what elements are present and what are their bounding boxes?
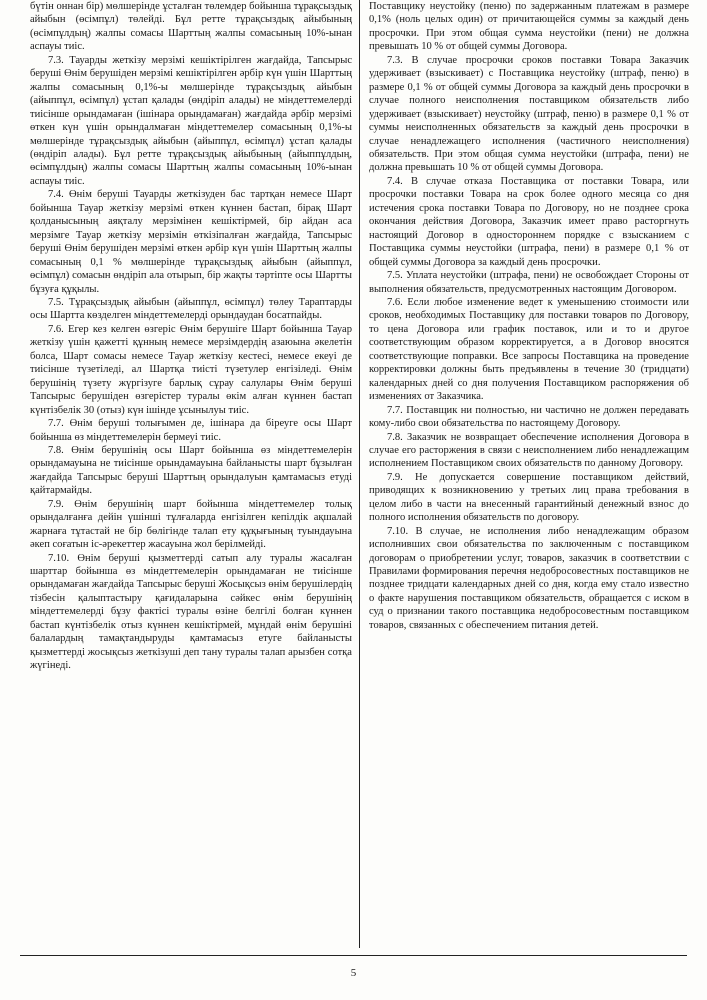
paragraph-7-6-ru: 7.6. Если любое изменение ведет к уменьшению стоимости или сроков, необходимых Поставщику для поставки товаров по Договору, то цена Договора или график поставок, или и то и другое соответствующим образом корректируется, а в Договор вносятся соответствующие поправки. Все запросы Поставщика на проведение корректировки должны быть предъявлены в течение 30 (тридцати) календарных дней со дня получения Поставщиком распоряжения об изменениях от Заказчика.	[369, 296, 689, 403]
paragraph-7-7-ru: 7.7. Поставщик ни полностью, ни частично не должен передавать кому-либо свои обязательства по настоящему Договору.	[369, 404, 689, 430]
paragraph-7-10-ru: 7.10. В случае, не исполнения либо ненадлежащим образом исполнивших свои обязательства по заключенным с поставщиком договорам о приобретении услуг, товаров, заказчик в соответствии с Правилами формирования перечня недобросовестных поставщиков не позднее тридцати календарных дней со дня, когда ему стало известно о факте нарушения поставщиком обязательств, обращается с иском в суд о признании такого поставщика недобросовестным поставщиком товаров, связанных с обеспечением питания детей.	[369, 525, 689, 631]
paragraph-7-10-kz: 7.10. Өнім беруші қызметтерді сатып алу туралы жасалған шарттар бойынша өз міндеттемелерін орындамаған не тиісінше орындамаған жағдайда Тапсырыс беруші Жосықсыз өнім берушілердің тізбесін қалыптастыру қағидаларына сәйкес өнім берушінің міндеттемелерді бұзу фактісі туралы өзіне белгілі болған күннен бастап күнтізбелік отыз күннен кешіктірмей, мұндай өнім берушіні балалардың тамақтандыруды қамтамасыз етуге байланысты қызметтерді жосықсыз жеткізуші деп тану туралы талап арызбен сотқа жүгінеді.	[30, 552, 352, 672]
paragraph-7-8-ru: 7.8. Заказчик не возвращает обеспечение исполнения Договора в случае его расторжения в связи с неисполнением либо ненадлежащим исполнением Поставщиком своих обязательств по данному Договору.	[369, 431, 689, 470]
paragraph-7-5-ru: 7.5. Уплата неустойки (штрафа, пени) не освобождает Стороны от выполнения обязательств, предусмотренных настоящим Договором.	[369, 270, 689, 295]
paragraph-7-3-kz: 7.3. Тауарды жеткізу мерзімі кешіктірілген жағдайда, Тапсырыс беруші Өнім берушіден мерзімі кешіктірілген әрбір күн үшін Шарттың жалпы сомасының 0,1%-ы мөлшерінде тұрақсыздық айыбын (айыппұл, өсімпұл) ұстап қалады (өндіріп алады) не міндеттемелерді тиісінше орындамаған (ішінара орындамаған) жағдайда әрбір мерзімі өткен күн үшін орындалмаған міндеттемелер сомасының 0,1%-ы мөлшерінде тұрақсыздық айыбын (айыппұл, өсімпұл) ұстап қалады (өндіріп алады). Бұл ретте тұрақсыздық айыбының (айыппұлдың, өсімпұлдың) жалпы сомасы Шарттың жалпы сомасының 10%-ынан аспауы тиіс.	[30, 54, 352, 187]
paragraph-7-4-kz: 7.4. Өнім беруші Тауарды жеткізуден бас тартқан немесе Шарт бойынша Тауар жеткізу мерзімі өткен күннен бастап, бірақ Шарт қолданысының аяқталу мерзімінен кешіктірмей, бір айдан аса мерзімге Тауар жеткізу мерзімін өткізіпалған жағдайда, Тапсырыс беруші Өнім берушіден мерзімі өткен әрбір күн үшін Шарттың жалпы сомасының 0,1 % мөлшерінде тұрақсыздық айыбын (айыппұл, өсімпұл) сомасын өндіріп ала отырып, бір жақты тәртіпте осы Шартты бұзуға құқылы.	[30, 189, 352, 295]
paragraph-7-9-ru: 7.9. Не допускается совершение поставщиком действий, приводящих к возникновению у третьих лиц права требования в целом либо в части на внесенный гарантийный денежный взнос до полного исполнения обязательств по договору.	[369, 471, 689, 524]
paragraph-continued: Поставщику неустойку (пеню) по задержанным платежам в размере 0,1% (ноль целых один) от причитающейся суммы за каждый день просрочки. При этом общая сумма неустойки (пени) не должна превышать 10 % от общей суммы Договора.	[369, 1, 689, 53]
page-number: 5	[350, 967, 357, 979]
paragraph-7-7-kz: 7.7. Өнім беруші толығымен де, ішінара да біреуге осы Шарт бойынша өз міндеттемелерін бермеуі тиіс.	[30, 418, 352, 443]
paragraph-7-8-kz: 7.8. Өнім берушінің осы Шарт бойынша өз міндеттемелерін орындамауына не тиісінше орындамауына байланысты шарт бұзылған жағдайда Тапсырыс беруші Шарттың орындалуын қамтамасыз етуді қайтармайды.	[30, 444, 352, 497]
paragraph-7-3-ru: 7.3. В случае просрочки сроков поставки Товара Заказчик удерживает (взыскивает) с Поставщика неустойку (штраф, пеню) в размере 0,1 % от общей суммы Договора за каждый день просрочки в случае полного неисполнения поставщиком обязательств либо удерживает (взыскивает) неустойку (штраф, пеню) в размере 0,1 % от суммы неисполненных обязательств за каждый день просрочки в случае ненадлежащего исполнения (частичного неисполнения) обязательств. При этом общая сумма неустойки (штрафа, пени) не должна превышать 10 % от общей суммы Договора.	[369, 54, 689, 174]
paragraph-7-5-kz: 7.5. Тұрақсыздық айыбын (айыппұл, өсімпұл) төлеу Тараптарды осы Шартта көзделген міндеттемелерді орындаудан босатпайды.	[30, 296, 352, 322]
paragraph-7-4-ru: 7.4. В случае отказа Поставщика от поставки Товара, или просрочки поставки Товара на срок более одного месяца со дня истечения срока поставки Товара по Договору, но не позднее срока окончания действия Договора, Заказчик имеет право расторгнуть настоящий Договор в одностороннем порядке с взысканием с Поставщика суммы неустойки (штрафа, пени) в размере 0,1 % от общей суммы Договора за каждый день просрочки.	[369, 175, 689, 268]
kazakh-text-column	[30, 0, 352, 948]
column-divider	[359, 0, 360, 948]
paragraph-7-9-kz: 7.9. Өнім берушінің шарт бойынша міндеттемелер толық орындалғанға дейін үшінші тұлғаларда енгізілген кепілдік ақшалай жарнаға тұтастай не бір бөлігінде талап ету құқығының туындауына әкеп соғатын іс-әрекеттер жасауына жол берілмейді.	[30, 498, 352, 551]
paragraph-continued: бүтін оннан бір) мөлшерінде ұсталған төлемдер бойынша тұрақсыздық айыбын (өсімпұл) төлейді. Бұл ретте тұрақсыздық айыбының (өсімпұлдың) жалпы сомасы Шарттың жалпы сомасының 10%-ынан аспауы тиіс.	[30, 1, 352, 53]
paragraph-7-6-kz: 7.6. Егер кез келген өзгеріс Өнім берушіге Шарт бойынша Тауар жеткізу үшін қажетті құнның немесе мерзімдердің азаюына әкелетін болса, Шарт сомасы немесе Тауар жеткізу кестесі, немесе екеуі де тиісінше түзетіледі, ал Шартқа тиісті түзетулер енгізіледі. Өнім берушінің түзету жүргізуге барлық сұрау салулары Өнім беруші Тапсырыс берушіден өзгерістер туралы өкім алған күннен бастап күнтізбелік 30 (отыз) күн ішінде ұсынылуы тиіс.	[30, 323, 352, 416]
bottom-rule	[20, 955, 687, 956]
russian-text-column	[369, 0, 689, 948]
